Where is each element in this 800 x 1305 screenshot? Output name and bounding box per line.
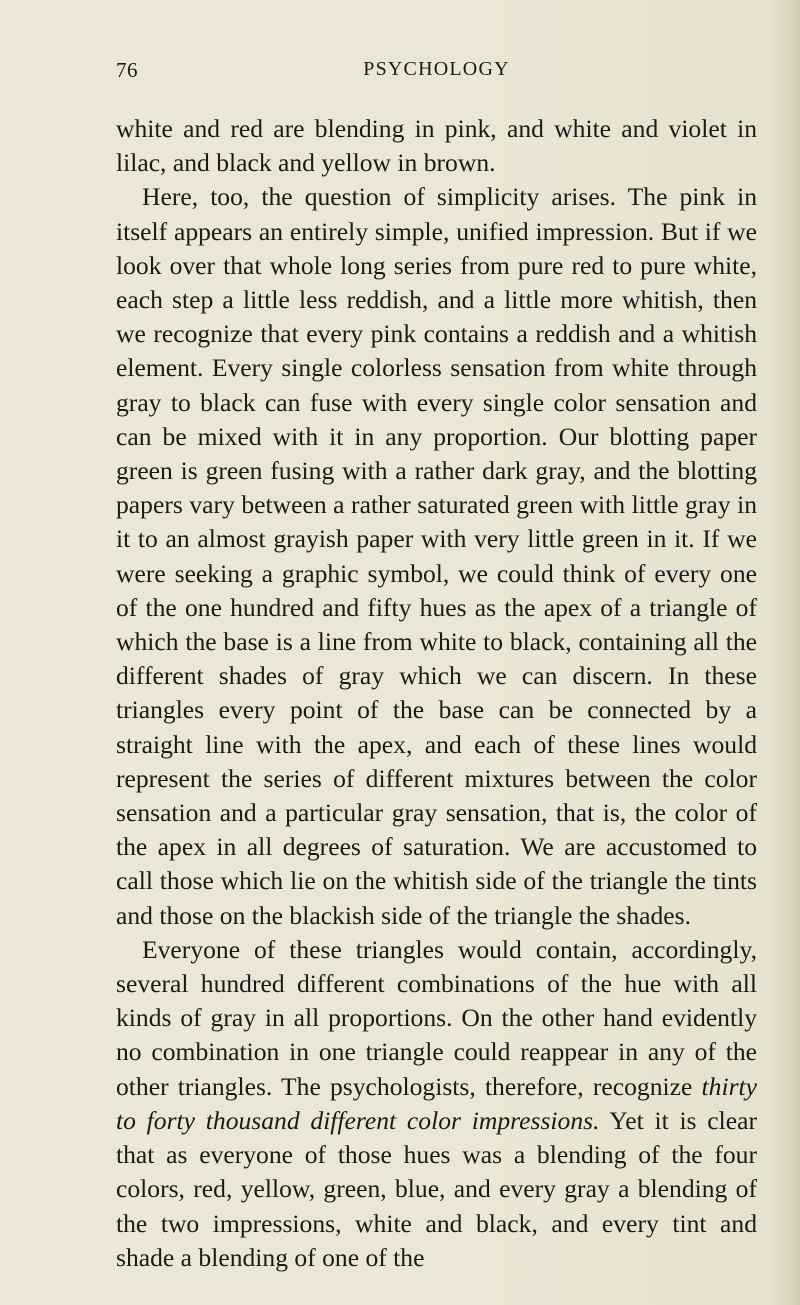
- paragraph-text: Here, too, the question of simplicity arises. The pink in itself appears an entirely simple, unified impression. But if we look over that whole long series from pure red to pure white, each step a little less reddish, and a little more whitish, then we recognize that every pink contains a reddish and a whitish element. Every single colorless sensation from white through gray to black can fuse with every single color sensation and can be mixed with it in any proportion. Our blotting paper green is green fusing with a rather dark gray, and the blotting papers vary between a rather saturated green with little gray in it to an almost grayish paper with very little green in it. If we were seeking a graphic symbol, we could think of every one of the one hundred and fifty hues as the apex of a triangle of which the base is a line from white to black, containing all the different shades of gray which we can discern. In these triangles every point of the base can be connected by a straight line with the apex, and each of these lines would represent the series of different mixtures between the color sensation and a particular gray sensation, that is, the color of the apex in all degrees of saturation. We are accustomed to call those which lie on the whitish side of the triangle the tints and those on the blackish side of the triangle the shades.: [116, 182, 757, 930]
- running-title: PSYCHOLOGY: [363, 58, 510, 80]
- paragraph-continued: [116, 112, 757, 180]
- page-number: 76: [116, 58, 138, 82]
- running-head: [116, 58, 757, 88]
- paragraph-simplicity: [116, 180, 757, 932]
- italic-phrase: thirty to forty thousand different color impressions.: [116, 1071, 757, 1135]
- paragraph-text: white and red are blending in pink, and white and violet in lilac, and black and yellow in brown.: [116, 114, 757, 178]
- paragraph-text: Everyone of these triangles would contain, accordingly, several hundred different combinations of the hue with all kinds of gray in all proportions. On the other hand evidently no combination in one triangle could reappear in any of the other triangles. The psychologists, therefore, recognize: [116, 934, 757, 1101]
- paragraph-text: Yet it is clear that as everyone of those hues was a blending of the four colors, red, yellow, green, blue, and every gray a blending of the two impressions, white and black, and every tint and shade a blending of one of the: [116, 1105, 758, 1272]
- body-text: [116, 112, 757, 1275]
- paragraph-triangles: [116, 933, 757, 1275]
